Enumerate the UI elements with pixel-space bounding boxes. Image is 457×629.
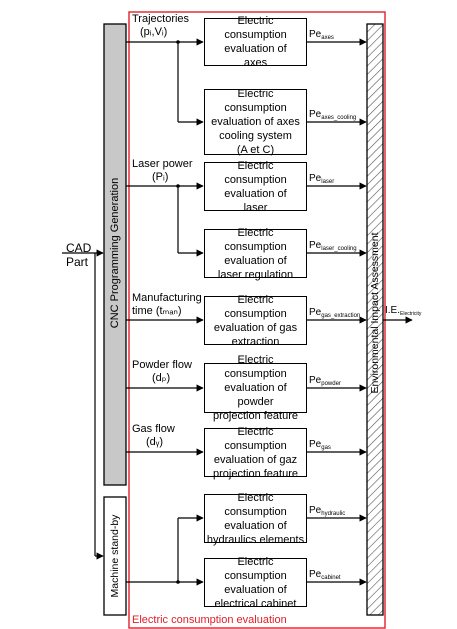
pe-gas-sub: gas: [321, 445, 331, 451]
pe-laser-cooling-main: Pe: [309, 240, 322, 251]
ie-output-sub: Electricity: [400, 311, 422, 317]
box-hydraulic: [204, 491, 307, 546]
eia-label: Environmental Impact Assessment: [369, 232, 381, 394]
pe-cabinet-main: Pe: [309, 569, 322, 580]
box-axes: [204, 15, 307, 69]
pe-cabinet-sub: cabinet: [321, 575, 341, 581]
box-powder-text: Electric consumption evaluation of powder projection feature: [213, 354, 298, 422]
pe-hydraulic-main: Pe: [309, 505, 322, 516]
pe-axes-cooling-main: Pe: [309, 109, 322, 120]
param-laser-power: [132, 158, 193, 184]
box-laser: [204, 159, 307, 214]
box-laser-text: Electric consumption evaluation of laser: [224, 159, 287, 214]
pe-gas-main: Pe: [309, 439, 322, 450]
box-powder: [204, 354, 307, 422]
pe-axes-cooling-sub: axes_cooling: [321, 115, 357, 121]
pe-laser-cooling-label: [309, 240, 357, 252]
param-powder-flow: [132, 359, 192, 385]
pe-powder-sub: powder: [321, 381, 341, 387]
pe-axes-label: [309, 29, 334, 41]
box-axes-text: Electric consumption evaluation of axes: [224, 15, 287, 69]
param-trajectories-symbol: (pᵢ,Vᵢ): [140, 26, 168, 38]
trajectories-junction: [176, 40, 180, 44]
ie-output-label: [385, 305, 421, 317]
param-gas-flow-name: Gas flow: [132, 423, 175, 435]
pe-laser-label: [309, 173, 334, 185]
cnc-generation-label: CNC Programming Generation: [109, 177, 121, 329]
pe-gas-label: [309, 439, 331, 451]
cad-label-line2: Part: [66, 255, 89, 269]
pe-powder-main: Pe: [309, 375, 322, 386]
param-manufacturing-time-symbol: time (tₘₐₙ): [132, 305, 182, 317]
pe-laser-sub: laser: [321, 179, 335, 185]
param-trajectories-name: Trajectories: [132, 13, 190, 25]
box-gas-extraction: [204, 293, 307, 348]
evaluation-frame-title: Electric consumption evaluation: [132, 614, 287, 626]
pe-powder-label: [309, 375, 341, 387]
pe-hydraulic-sub: hydraulic: [321, 511, 346, 517]
param-manufacturing-time-name: Manufacturing: [132, 292, 202, 304]
cad-part-label: [66, 241, 91, 269]
standby-junction: [176, 580, 180, 584]
pe-axes-main: Pe: [309, 29, 322, 40]
box-gas: [204, 425, 307, 480]
laser-junction: [176, 184, 180, 188]
box-gas-text: Electric consumption evaluation of gaz projection feature: [213, 425, 298, 480]
param-powder-flow-symbol: (dₚ): [152, 372, 171, 384]
pe-laser-main: Pe: [309, 173, 322, 184]
box-laser-regulation: [204, 226, 307, 281]
pe-hydraulic-label: [309, 505, 345, 517]
machine-standby-label: Machine stand-by: [109, 514, 121, 598]
box-axes-cooling: [204, 89, 307, 155]
box-laser-regulation-text: Electric consumption evaluation of laser regulation: [217, 226, 294, 281]
param-gas-flow-symbol: (dᵧ): [146, 436, 163, 448]
box-cabinet: [204, 555, 307, 610]
pe-laser-cooling-sub: laser_cooling: [321, 246, 357, 252]
param-laser-power-name: Laser power: [132, 158, 193, 170]
box-hydraulic-text: Electric consumption evaluation of hydraulics elements: [206, 491, 305, 546]
cad-label-line1: CAD: [66, 241, 92, 255]
ie-output-main: I.E.: [385, 305, 401, 316]
pe-gas-extraction-sub: gas_extraction: [321, 313, 361, 319]
pe-cabinet-label: [309, 569, 341, 581]
box-cabinet-text: Electric consumption evaluation of electrical cabinet: [214, 555, 297, 610]
param-gas-flow: [132, 423, 175, 449]
param-powder-flow-name: Powder flow: [132, 359, 192, 371]
pe-axes-cooling-label: [309, 109, 356, 121]
param-trajectories: [132, 13, 189, 39]
param-laser-power-symbol: (Pᵢ): [152, 171, 169, 183]
box-gas-extraction-text: Electric consumption evaluation of gas extraction: [213, 293, 298, 348]
pe-gas-extraction-label: [309, 307, 360, 319]
param-manufacturing-time: [132, 292, 202, 318]
box-axes-cooling-text: Electric consumption evaluation of axes cooling system (A et C): [211, 88, 300, 156]
pe-axes-sub: axes: [321, 35, 334, 41]
pe-gas-extraction-main: Pe: [309, 307, 322, 318]
